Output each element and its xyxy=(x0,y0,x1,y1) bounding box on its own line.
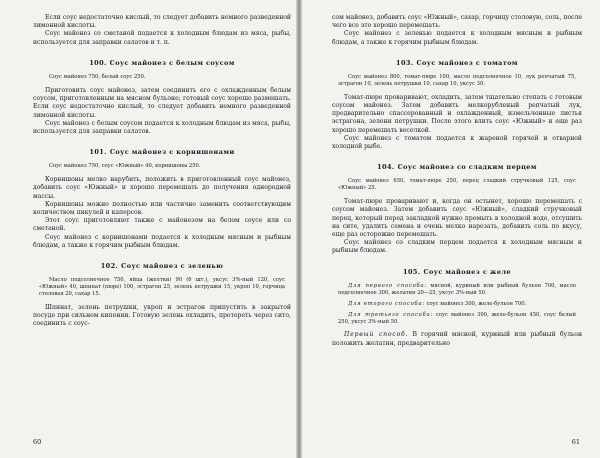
recipe-number: 100. xyxy=(89,58,107,67)
recipe-heading-102 xyxy=(33,262,291,270)
recipe-heading-100 xyxy=(33,59,291,67)
method-ingredients: соус майонез 300, желе-бульон 700. xyxy=(426,300,527,307)
recipe-title: Соус майонез с зеленью xyxy=(121,262,224,271)
paragraph: Соус майонез с зеленью подается к холодным мясным и рыбным блюдам, а также к горячим рыбным блюдам. xyxy=(332,30,582,46)
paragraph: Шпинат, зелень петрушки, укроп и эстрагон припустить в закрытой посуде при сильном кипении. Готовую зелень охладить, протереть через сито, соединить с соус- xyxy=(33,304,291,328)
paragraph xyxy=(332,331,582,347)
recipe-number: 105. xyxy=(403,267,421,276)
paragraph: Приготовить соус майонез, затем соединить его с охлажденным белым соусом, приготовленным на мясном бульоне; готовый соус хорошо размешать. Если соус недостаточно кислый, то следует добавить немного разведенной лимонной кислоты. xyxy=(33,86,291,119)
right-page-text-column xyxy=(332,14,582,348)
recipe-number: 102. xyxy=(100,262,119,271)
left-page-text-column xyxy=(33,14,291,329)
recipe-number: 101. xyxy=(89,148,107,157)
recipe-number: 103. xyxy=(396,58,414,67)
method-label: Для третьего способа: xyxy=(348,311,434,318)
page-number: 60 xyxy=(33,438,42,446)
method-lead: Первый способ. xyxy=(344,331,409,339)
recipe-title: Соус майонез со сладким перцем xyxy=(397,163,537,172)
paragraph: Если соус недостаточно кислый, то следует добавить немного разведенной лимонной кислоты. xyxy=(33,14,291,30)
right-page xyxy=(302,0,600,458)
method-label: Для первого способа: xyxy=(348,282,427,289)
paragraph: Соус майонез со сметаной подается к холодным блюдам из мяса, рыбы, используется для заправки салатов и т. п. xyxy=(33,30,291,46)
ingredient-method-1 xyxy=(332,283,582,297)
paragraph: Корнишоны можно полностью или частично заменить соответствующим количеством пикулей и каперсов. xyxy=(33,200,291,217)
ingredient-method-3 xyxy=(332,312,582,326)
recipe-title: Соус майонез с желе xyxy=(423,267,511,276)
recipe-title: Соус майонез с томатом xyxy=(416,58,518,67)
ingredient-list: Соус майонез 800, томат-пюре 100, масло подсолнечное 10, лук репчатый 75, эстрагон 10, зелень петрушки 10, сахар 10, уксус 30. xyxy=(338,74,576,87)
paragraph: Этот соус приготовляют также с майонезом на белом соусе или со сметаной. xyxy=(33,217,291,233)
paragraph: Соус майонез со сладким перцем подается к холодным мясным и рыбным блюдам. xyxy=(332,239,582,255)
paragraph: Соус майонез с корнишонами подается к холодным мясным и рыбным блюдам, а также к горячим рыбным блюдам. xyxy=(33,233,291,249)
method-ingredients: соус майонез 300, желе-бульон 450, соус белый 250, уксус 3%-ный 50. xyxy=(338,311,576,325)
paragraph: Томат-пюре проваривают, охладить, затем тщательно степать с готовым соусом майонез. Затем добавить мелкорубленый репчатый лук, предварительно спассерованный и охлажденный, измельченные листья эстрагона, зелени петрушки. После этого влить соус «Южный» и еще раз хорошо перемешать веселкой. xyxy=(332,93,582,134)
recipe-title: Соус майонез с белым соусом xyxy=(109,58,235,67)
page-number: 61 xyxy=(571,438,580,446)
paragraph: Томат-пюре проваривают и, когда он остынет, хорошо перемешать с соусом майонез. Затем добавить соус «Южный», сладкий стручковый перец, который перед закладкой нужно промыть в холодной воде, отсушить на сите, удалить семена и очень мелко нарезать, добавить соль по вкусу, еще раз осторожно перемешать. xyxy=(332,198,582,239)
ingredient-list: Масло подсолнечное 750, яйца (желтки) 90 (6 шт.), уксус 3%-ный 120, соус «Южный» 40, шпинат (пюре) 100, эстрагон 25, зелень петрушки 15, укроп 10, горчица столовая 20, сахар 15. xyxy=(39,277,285,298)
method-label: Для второго способа: xyxy=(348,300,425,307)
recipe-heading-103 xyxy=(332,59,582,67)
recipe-number: 104. xyxy=(377,163,395,172)
method-ingredients: мясной, куриный или рыбный бульон 700, масло подсолнечное 300, желатин 20—25, уксус 3%-ный 50. xyxy=(338,282,576,296)
recipe-title: Соус майонез с корнишонами xyxy=(109,148,235,157)
left-page xyxy=(0,0,296,458)
paragraph: Корнишоны мелко нарубить, положить в приготовленный соус майонез, добавить соус «Южный» и хорошо перемешать до получения однородной массы. xyxy=(33,176,291,200)
recipe-heading-101 xyxy=(33,148,291,156)
ingredient-list: Соус майонез 650, томат-пюре 250, перец сладкий стручковый 125, соус «Южный» 25. xyxy=(338,178,576,192)
ingredient-list: Соус майонез 750, белый соус 250. xyxy=(49,74,146,81)
paragraph: Соус майонез с белым соусом подается к холодным блюдам из мяса, рыбы, используется для заправки салатов. xyxy=(33,119,291,135)
recipe-heading-105 xyxy=(332,268,582,276)
ingredient-list: Соус майонез 750, соус «Южный» 40, корнишоны 250. xyxy=(49,163,201,170)
paragraph: сом майонез, добавить соус «Южный», сахар, горчицу столовую, соль, после чего все это хорошо перемешать. xyxy=(332,14,582,30)
ingredient-method-2 xyxy=(332,301,582,308)
paragraph: Соус майонез с томатом подается к жареной горячей и отварной холодной рыбе. xyxy=(332,134,582,151)
paragraph-text: В горячий мясной, куриный или рыбный бульон положить желатин, предварительно xyxy=(332,331,583,347)
recipe-heading-104 xyxy=(332,163,582,171)
